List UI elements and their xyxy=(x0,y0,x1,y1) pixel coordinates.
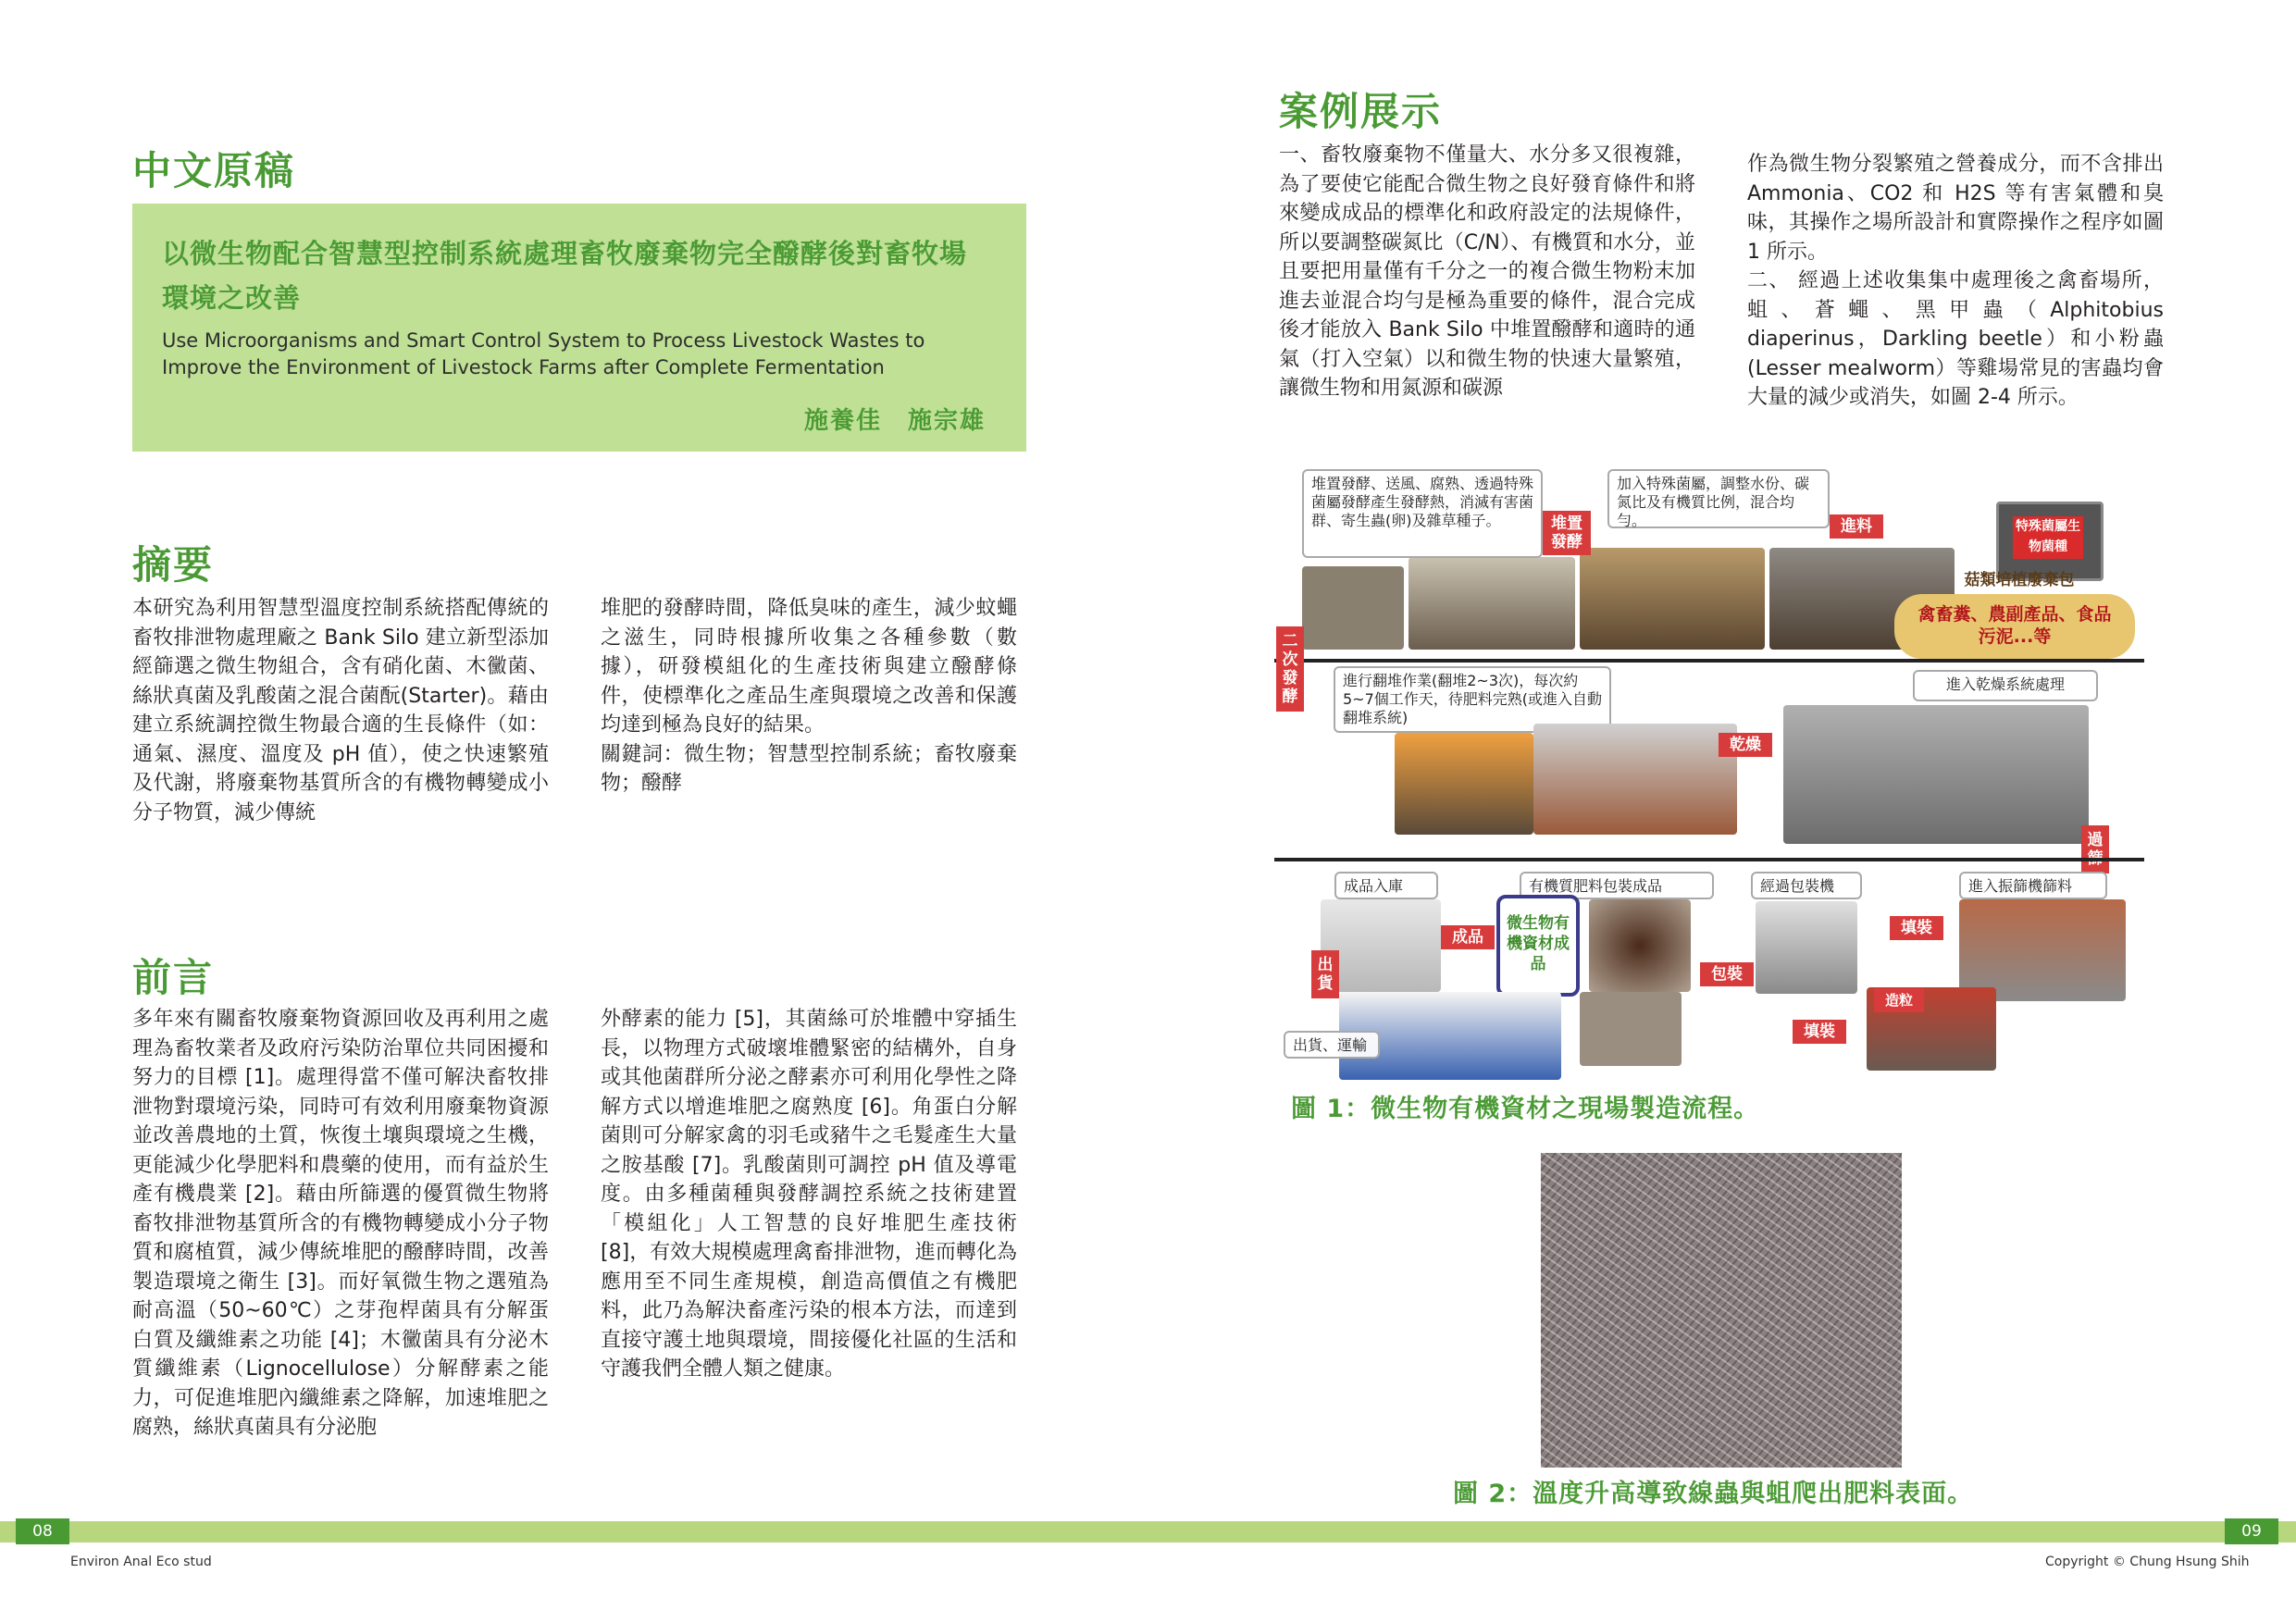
article-title-en: Use Microorganisms and Smart Control System to Process Livestock Wastes to Improve the Environment of Livestock Farms after Complete Fermentation xyxy=(162,329,925,378)
arrow-fill-1: 填裝 xyxy=(1890,916,1943,940)
photo-turn-bed xyxy=(1533,724,1737,835)
section-title-original: 中文原稿 xyxy=(132,148,296,193)
arrow-fill-2: 填裝 xyxy=(1793,1020,1846,1044)
footer-journal: Environ Anal Eco stud xyxy=(70,1555,212,1569)
abstract-heading: 摘要 xyxy=(132,542,215,588)
arrow-second-ferment: 二次發酵 xyxy=(1276,626,1304,712)
section-title-cases: 案例展示 xyxy=(1279,89,1443,134)
label-add-strain-desc: 加入特殊菌屬，調整水份、碳氮比及有機質比例，混合均勻。 xyxy=(1607,469,1830,528)
label-turn-pile: 進行翻堆作業(翻堆2~3次)，每次約5~7個工作天，待肥料完熟(或進入自動翻堆系統) xyxy=(1334,666,1611,733)
intro-col2: 外酵素的能力 [5]，其菌絲可於堆體中穿插生長，以物理方式破壞堆體緊密的結構外，自身或其他菌群所分泌之酵素亦可利用化學性之降解方式以增進堆肥之腐熟度 [6]。角蛋白分解菌則可分解家禽的羽毛或豬牛之毛髮產生大量之胺基酸 [7]。乳酸菌則可調控 pH 值及導電度。由多種菌種與發酵調控系統之技術建置「模組化」人工智慧的良好堆肥生產技術 [8]，有效大規模處理禽畜排泄物，進而轉化為應用至不同生產規模，創造高價值之有機肥料，此乃為解決畜產污染的根本方法，而達到直接守護土地與環境，間接優化社區的生活和守護我們全體人類之健康。 xyxy=(601,1008,1017,1381)
label-storage: 成品入庫 xyxy=(1334,872,1438,899)
cases-col1: 一、畜牧廢棄物不僅量大、水分多又很複雜，為了要使它能配合微生物之良好發育條件和將來變成成品的標準化和政府設定的法規條件，所以要調整碳氮比（C/N）、有機質和水分，並且要把用量僅有千分之一的複合微生物粉末加進去並混合均勻是極為重要的條件，混合完成後才能放入 Bank Silo 中堆置醱酵和適時的通氣（打入空氣）以和微生物的快速大量繁殖，讓微生物和用氮源和碳源 xyxy=(1279,143,1695,400)
label-special-strain: 特殊菌屬生物菌種 xyxy=(2013,516,2083,559)
arrow-feed-in: 進料 xyxy=(1830,514,1883,539)
label-dry-system: 進入乾燥系統處理 xyxy=(1913,670,2098,701)
arrow-granulate: 造粒 xyxy=(1874,988,1924,1012)
keywords: 關鍵詞：微生物；智慧型控制系統；畜牧廢棄物；醱酵 xyxy=(601,742,1017,795)
label-livestock-waste: 禽畜糞、農副產品、食品污泥...等 xyxy=(1894,594,2135,659)
label-micro-product: 微生物有機資材成品 xyxy=(1496,895,1580,997)
label-product: 有機質肥料包裝成品 xyxy=(1520,872,1714,899)
article-title-box xyxy=(132,204,1026,452)
label-vibrate: 進入振篩機篩料 xyxy=(1959,872,2107,899)
photo-excavator xyxy=(1302,566,1404,650)
label-packaged: 經過包裝機 xyxy=(1751,872,1862,899)
cases-col2: 作為微生物分裂繁殖之營養成分，而不含排出 Ammonia、CO2 和 H2S 等有害氣體和臭味，其操作之場所設計和實際操作之程序如圖 1 所示。 二、 經過上述收集集中處理後之禽畜場所，蛆、蒼蠅、黑甲蟲（Alphitobius diaperinus，Darkling beetle）和小粉蟲(Lesser mealworm）等雞場常見的害蟲均會大量的減少或消失，如圖 2-4 所示。 xyxy=(1747,153,2164,409)
article-title-zh: 以微生物配合智慧型控制系統處理畜牧廢棄物完全醱酵後對畜牧場環境之改善 xyxy=(162,238,968,314)
photo-packing-machine xyxy=(1756,901,1857,994)
abstract-col2: 堆肥的發酵時間，降低臭味的產生，減少蚊蠅之滋生，同時根據所收集之各種參數（數據），研發模組化的生產技術與建立醱酵條件，使標準化之產品生產與環境之改善和保護均達到極為良好的結果。 關鍵詞：微生物；智慧型控制系統；畜牧廢棄物；醱酵 xyxy=(601,594,1017,799)
intro-col1: 多年來有關畜牧廢棄物資源回收及再利用之處理為畜牧業者及政府污染防治單位共同困擾和努力的目標 [1]。處理得當不僅可解決畜牧排泄物對環境污染，同時可有效利用廢棄物資源並改善農地的土質，恢復土壤與環境之生機，更能減少化學肥料和農藥的使用，而有益於生產有機農業 [2]。藉由所篩選的優質微生物將畜牧排泄物基質所含的有機物轉變成小分子物質和腐植質，減少傳統堆肥的醱酵時間，改善製造環境之衛生 [3]。而好氧微生物之選殖為耐高溫（50~60℃）之芽孢桿菌具有分解蛋白質及纖維素之功能 [4]；木黴菌具有分泌木質纖維素（Lignocellulose）分解酵素之能力，可促進堆肥內纖維素之降解，加速堆肥之腐熟，絲狀真菌具有分泌胞 xyxy=(132,1008,549,1439)
intro-heading: 前言 xyxy=(132,955,215,1000)
photo-vibrating-sieve xyxy=(1959,899,2126,1001)
footer-bar xyxy=(0,1521,2296,1542)
photo-hand-granules xyxy=(1580,992,1682,1066)
page-number-right: 09 xyxy=(2225,1518,2278,1544)
label-mushroom-bag: 菇類培植廢棄包 xyxy=(1964,571,2075,589)
separator-2 xyxy=(1274,858,2144,861)
arrow-dry: 乾燥 xyxy=(1719,733,1772,757)
photo-warehouse xyxy=(1580,548,1765,650)
label-ship-transport: 出貨、運輸 xyxy=(1284,1031,1380,1059)
figure1-process-flow xyxy=(1274,427,2144,1092)
separator-1 xyxy=(1274,659,2144,663)
label-ferment-desc: 堆置發酵、送風、腐熟、透過特殊菌屬發酵產生發酵熱，消滅有害菌群、寄生蟲(卵)及雜草種子。 xyxy=(1302,469,1543,558)
photo-steam-pile xyxy=(1409,557,1575,650)
arrow-finished: 成品 xyxy=(1441,925,1495,949)
abstract-col1: 本研究為利用智慧型溫度控制系統搭配傳統的畜牧排泄物處理廠之 Bank Silo 建立新型添加經篩選之微生物組合，含有硝化菌、木黴菌、絲狀真菌及乳酸菌之混合菌酛(Starter)。藉由建立系統調控微生物最合適的生長條件（如：通氣、濕度、溫度及 pH 值），使之快速繁殖及代謝，將廢棄物基質所含的有機物轉變成小分子物質，減少傳統 xyxy=(132,597,549,824)
arrow-ship: 出貨 xyxy=(1311,950,1339,998)
figure2-caption: 圖 2：溫度升高導致線蟲與蛆爬出肥料表面。 xyxy=(1453,1480,1974,1508)
figure1-caption: 圖 1：微生物有機資材之現場製造流程。 xyxy=(1291,1095,1760,1123)
arrow-pile-ferment: 堆置發酵 xyxy=(1543,511,1591,555)
photo-dryer xyxy=(1783,705,2089,844)
footer-copyright: Copyright © Chung Hsung Shih xyxy=(2045,1555,2250,1569)
article-authors: 施養佳 施宗雄 xyxy=(803,407,986,435)
arrow-pack: 包裝 xyxy=(1700,962,1754,986)
photo-loader xyxy=(1395,733,1533,835)
photo-fertilizer xyxy=(1589,899,1691,992)
arrow-sieve: 過 xyxy=(2081,825,2109,873)
page-number-left: 08 xyxy=(16,1518,69,1544)
figure2-photo xyxy=(1541,1153,1902,1468)
